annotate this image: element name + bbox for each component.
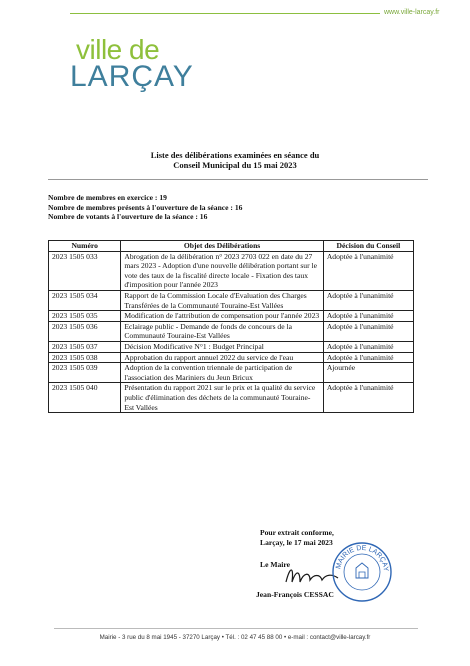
row-decision: Adoptée à l'unanimité: [323, 321, 413, 341]
row-objet: Adoption de la convention triennale de participation de l'association des Mariniers du Jeun Bricux: [121, 363, 323, 383]
row-objet: Eclairage public - Demande de fonds de concours de la Communauté Touraine-Est Vallées: [121, 321, 323, 341]
table-row: [49, 352, 414, 363]
row-numero: 2023 1505 037: [49, 341, 121, 352]
row-numero: 2023 1505 039: [49, 363, 121, 383]
header-decision: Décision du Conseil: [323, 241, 413, 252]
logo-line-1: ville de: [76, 34, 160, 65]
row-decision: Adoptée à l'unanimité: [323, 290, 413, 310]
title-line-2: Conseil Municipal du 15 mai 2023: [173, 160, 297, 170]
row-decision: Adoptée à l'unanimité: [323, 251, 413, 290]
table-row: [49, 341, 414, 352]
row-objet: Rapport de la Commission Locale d'Evaluation des Charges Transférées de la Communauté Touraine-Est Vallées: [121, 290, 323, 310]
row-decision: Adoptée à l'unanimité: [323, 341, 413, 352]
deliberations-table: [48, 240, 414, 413]
signature-place-date: Larçay, le 17 mai 2023: [260, 538, 333, 547]
seal-text: MAIRIE DE LARÇAY: [335, 544, 390, 572]
town-logo: [70, 34, 194, 96]
header-numero: Numéro: [49, 241, 121, 252]
row-objet: Approbation du rapport annuel 2022 du service de l'eau: [121, 352, 323, 363]
row-numero: 2023 1505 033: [49, 251, 121, 290]
attendance-stats: [48, 193, 242, 222]
logo-line-2: LARÇAY: [70, 60, 194, 93]
table-row: [49, 311, 414, 322]
header-objet: Objet des Délibérations: [121, 241, 323, 252]
table-row: [49, 383, 414, 413]
document-title: [80, 150, 390, 170]
row-numero: 2023 1505 034: [49, 290, 121, 310]
mayor-name: Jean-François CESSAC: [256, 590, 334, 599]
table-row: [49, 321, 414, 341]
row-objet: Présentation du rapport 2021 sur le prix et la qualité du service public d'élimination des déchets de la communauté Touraine-Est Vallées: [121, 383, 323, 413]
row-decision: Adoptée à l'unanimité: [323, 311, 413, 322]
row-objet: Décision Modificative N°1 : Budget Principal: [121, 341, 323, 352]
members-present: Nombre de membres présents à l'ouverture de la séance : 16: [48, 202, 243, 212]
row-decision: Ajournée: [323, 363, 413, 383]
row-decision: Adoptée à l'unanimité: [323, 352, 413, 363]
row-numero: 2023 1505 035: [49, 311, 121, 322]
header-bar: [0, 9, 470, 17]
table-row: [49, 363, 414, 383]
table-row: [49, 290, 414, 310]
header-rule: [70, 13, 380, 14]
table-header-row: [49, 241, 414, 252]
voters: Nombre de votants à l'ouverture de la séance : 16: [48, 212, 208, 221]
row-numero: 2023 1505 040: [49, 383, 121, 413]
footer-rule: [54, 628, 418, 629]
row-objet: Modification de l'attribution de compensation pour l'année 2023: [121, 311, 323, 322]
title-line-1: Liste des délibérations examinées en séance du: [150, 150, 320, 160]
row-objet: Abrogation de la délibération n° 2023 2703 022 en date du 27 mars 2023 - Adoption d'une nouvelle délibération portant sur le vote des taux de la fiscalité directe locale - Fixation des taux d'imposition pour l'année 2023: [121, 251, 323, 290]
certified-copy-label: Pour extrait conforme,: [260, 528, 334, 537]
table-row: [49, 251, 414, 290]
footer-contact: Mairie - 3 rue du 8 mai 1945 - 37270 Larçay • Tél. : 02 47 45 88 00 • e-mail : contact@ville-larcay.fr: [99, 634, 371, 641]
row-numero: 2023 1505 036: [49, 321, 121, 341]
row-decision: Adoptée à l'unanimité: [323, 383, 413, 413]
members-in-office: Nombre de membres en exercice : 19: [48, 193, 167, 202]
title-divider: [48, 179, 428, 180]
svg-text:MAIRIE DE LARÇAY: [335, 545, 389, 572]
website-url: www.ville-larcay.fr: [384, 9, 440, 16]
mayor-label: Le Maire: [260, 560, 291, 569]
row-numero: 2023 1505 038: [49, 352, 121, 363]
town-hall-seal: [330, 540, 394, 604]
